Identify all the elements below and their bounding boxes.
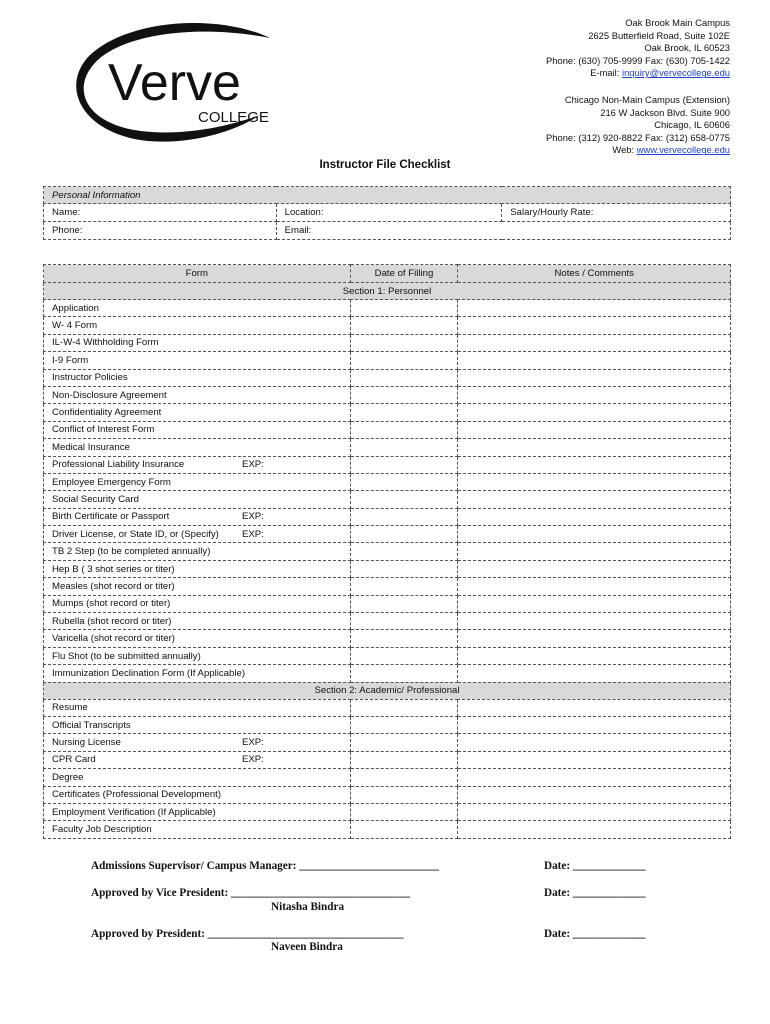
table-row — [44, 751, 731, 768]
table-row — [44, 386, 731, 403]
form-item-cell — [44, 404, 351, 421]
main-campus-line: Oak Brook, IL 60523 — [644, 42, 730, 54]
name-field[interactable]: Name: — [44, 204, 277, 222]
column-header-notes: Notes / Comments — [458, 265, 731, 283]
notes-cell[interactable] — [458, 578, 731, 595]
table-row — [44, 404, 731, 421]
vp-signature-line[interactable]: Approved by Vice President: ________________________________ — [91, 887, 411, 899]
table-row — [44, 630, 731, 647]
expiration-label: EXP: — [242, 754, 264, 766]
form-item-label: Social Security Card — [52, 493, 139, 505]
extension-campus-line: Phone: (312) 920-8822 Fax: (312) 658-0775 — [546, 131, 730, 143]
table-row — [44, 595, 731, 612]
table-row — [44, 578, 731, 595]
form-item-cell — [44, 456, 351, 473]
form-item-label: Faculty Job Description — [52, 824, 152, 836]
table-row — [44, 665, 731, 682]
form-item-cell — [44, 317, 351, 334]
form-item-label: Birth Certificate or Passport — [52, 511, 170, 523]
expiration-label: EXP: — [242, 528, 264, 540]
form-item-cell — [44, 803, 351, 820]
date-of-filling-cell[interactable] — [350, 439, 458, 456]
date-of-filling-cell[interactable] — [350, 595, 458, 612]
table-row — [44, 699, 731, 716]
form-item-cell — [44, 769, 351, 786]
extension-campus-line: Chicago Non-Main Campus (Extension) — [564, 93, 730, 105]
form-item-cell — [44, 665, 351, 682]
date-of-filling-cell[interactable] — [350, 456, 458, 473]
email-link[interactable]: inquiry@vervecollege.edu — [621, 67, 730, 79]
form-item-cell — [44, 560, 351, 577]
notes-cell[interactable] — [458, 699, 731, 716]
section-2-header: Section 2: Academic/ Professional — [44, 682, 731, 699]
notes-cell[interactable] — [458, 647, 731, 664]
date-of-filling-cell[interactable] — [350, 404, 458, 421]
table-row — [44, 821, 731, 838]
expiration-label: EXP: — [242, 511, 264, 523]
form-item-cell — [44, 734, 351, 751]
form-item-label: Employee Emergency Form — [52, 476, 171, 488]
form-item-label: Measles (shot record or titer) — [52, 580, 175, 592]
date-of-filling-cell[interactable] — [350, 543, 458, 560]
email-field[interactable]: Email: — [276, 222, 730, 240]
form-item-label: Instructor Policies — [52, 372, 128, 384]
supervisor-date-line[interactable]: Date: _____________ — [544, 860, 646, 872]
logo-swoosh-icon — [70, 20, 290, 145]
notes-cell[interactable] — [458, 508, 731, 525]
web-link[interactable]: www.vervecollege.edu — [636, 144, 730, 156]
table-row — [44, 352, 731, 369]
notes-cell[interactable] — [458, 803, 731, 820]
date-of-filling-cell[interactable] — [350, 491, 458, 508]
checklist-table — [43, 264, 731, 839]
form-item-label: Medical Insurance — [52, 441, 130, 453]
verve-college-logo — [70, 20, 290, 145]
form-item-label: Resume — [52, 702, 88, 714]
date-of-filling-cell[interactable] — [350, 578, 458, 595]
date-of-filling-cell[interactable] — [350, 665, 458, 682]
form-item-cell — [44, 526, 351, 543]
date-of-filling-cell[interactable] — [350, 734, 458, 751]
date-of-filling-cell[interactable] — [350, 769, 458, 786]
expiration-label: EXP: — [242, 737, 264, 749]
form-item-cell — [44, 543, 351, 560]
date-of-filling-cell[interactable] — [350, 369, 458, 386]
form-item-cell — [44, 647, 351, 664]
form-item-label: Application — [52, 302, 99, 314]
form-item-cell — [44, 352, 351, 369]
date-of-filling-cell[interactable] — [350, 334, 458, 351]
date-of-filling-cell[interactable] — [350, 300, 458, 317]
date-of-filling-cell[interactable] — [350, 821, 458, 838]
form-item-cell — [44, 421, 351, 438]
date-of-filling-cell[interactable] — [350, 317, 458, 334]
form-item-label: Immunization Declination Form (If Applicable) — [52, 667, 246, 679]
main-email-line — [430, 67, 730, 80]
main-campus-line: 2625 Butterfield Road, Suite 102E — [588, 29, 730, 41]
table-row — [44, 317, 731, 334]
form-item-label: Non-Disclosure Agreement — [52, 389, 167, 401]
date-of-filling-cell[interactable] — [350, 716, 458, 733]
table-row — [44, 508, 731, 525]
date-of-filling-cell[interactable] — [350, 386, 458, 403]
notes-cell[interactable] — [458, 439, 731, 456]
notes-cell[interactable] — [458, 317, 731, 334]
notes-cell[interactable] — [458, 404, 731, 421]
form-item-cell — [44, 386, 351, 403]
form-item-label: Rubella (shot record or titer) — [52, 615, 172, 627]
date-of-filling-cell[interactable] — [350, 699, 458, 716]
form-item-label: Hep B ( 3 shot series or titer) — [52, 563, 175, 575]
table-row — [44, 526, 731, 543]
form-item-label: Official Transcripts — [52, 719, 131, 731]
form-item-cell — [44, 334, 351, 351]
form-item-label: Degree — [52, 771, 84, 783]
table-row — [44, 421, 731, 438]
date-of-filling-cell[interactable] — [350, 421, 458, 438]
table-row — [44, 300, 731, 317]
table-row — [44, 334, 731, 351]
date-of-filling-cell[interactable] — [350, 526, 458, 543]
notes-cell[interactable] — [458, 526, 731, 543]
phone-field[interactable]: Phone: — [44, 222, 277, 240]
form-item-label: Conflict of Interest Form — [52, 424, 155, 436]
form-item-cell — [44, 630, 351, 647]
web-label: Web: — [612, 144, 637, 156]
logo-sub-text: COLLEGE — [198, 109, 269, 126]
table-row — [44, 473, 731, 490]
form-item-cell — [44, 595, 351, 612]
table-row — [44, 439, 731, 456]
date-of-filling-cell[interactable] — [350, 508, 458, 525]
notes-cell[interactable] — [458, 473, 731, 490]
notes-cell[interactable] — [458, 300, 731, 317]
form-item-cell — [44, 786, 351, 803]
web-line — [430, 144, 730, 157]
date-of-filling-cell[interactable] — [350, 613, 458, 630]
notes-cell[interactable] — [458, 386, 731, 403]
table-row — [44, 803, 731, 820]
form-item-label: IL-W-4 Withholding Form — [52, 337, 159, 349]
date-of-filling-cell[interactable] — [350, 473, 458, 490]
form-item-label: Professional Liability Insurance — [52, 459, 185, 471]
table-row — [44, 369, 731, 386]
table-row — [44, 456, 731, 473]
notes-cell[interactable] — [458, 334, 731, 351]
logo-main-text: Verve — [108, 54, 241, 112]
form-item-cell — [44, 508, 351, 525]
date-of-filling-cell[interactable] — [350, 786, 458, 803]
date-of-filling-cell[interactable] — [350, 803, 458, 820]
form-item-cell — [44, 439, 351, 456]
form-item-cell — [44, 716, 351, 733]
form-item-cell — [44, 613, 351, 630]
salary-field[interactable]: Salary/Hourly Rate: — [502, 204, 731, 222]
notes-cell[interactable] — [458, 630, 731, 647]
form-item-cell — [44, 473, 351, 490]
form-item-cell — [44, 751, 351, 768]
form-item-cell — [44, 578, 351, 595]
notes-cell[interactable] — [458, 716, 731, 733]
form-item-cell — [44, 699, 351, 716]
personal-info-table — [43, 186, 731, 240]
notes-cell[interactable] — [458, 595, 731, 612]
notes-cell[interactable] — [458, 751, 731, 768]
form-item-label: TB 2 Step (to be completed annually) — [52, 546, 211, 558]
table-row — [44, 734, 731, 751]
extension-campus-line: Chicago, IL 60606 — [654, 119, 730, 131]
notes-cell[interactable] — [458, 352, 731, 369]
notes-cell[interactable] — [458, 769, 731, 786]
president-date-line[interactable]: Date: _____________ — [544, 928, 646, 940]
table-row — [44, 786, 731, 803]
form-item-cell — [44, 491, 351, 508]
vp-name: Nitasha Bindra — [271, 901, 345, 913]
notes-cell[interactable] — [458, 665, 731, 682]
personal-info-header: Personal Information — [44, 187, 731, 204]
form-item-cell — [44, 300, 351, 317]
notes-cell[interactable] — [458, 491, 731, 508]
table-row — [44, 769, 731, 786]
extension-campus-line: 216 W Jackson Blvd. Suite 900 — [600, 106, 730, 118]
table-row — [44, 716, 731, 733]
vp-date-line[interactable]: Date: _____________ — [544, 887, 646, 899]
table-row — [44, 491, 731, 508]
main-campus-line: Oak Brook Main Campus — [625, 17, 730, 28]
notes-cell[interactable] — [458, 821, 731, 838]
form-item-label: CPR Card — [52, 754, 96, 766]
table-row — [44, 647, 731, 664]
column-header-form: Form — [44, 265, 351, 283]
notes-cell[interactable] — [458, 734, 731, 751]
table-row — [44, 560, 731, 577]
notes-cell[interactable] — [458, 613, 731, 630]
date-of-filling-cell[interactable] — [350, 647, 458, 664]
table-row — [44, 613, 731, 630]
form-item-label: Nursing License — [52, 737, 121, 749]
president-name: Naveen Bindra — [271, 941, 343, 953]
form-item-cell — [44, 821, 351, 838]
form-item-label: W- 4 Form — [52, 320, 98, 332]
form-item-label: Varicella (shot record or titer) — [52, 633, 175, 645]
expiration-label: EXP: — [242, 459, 264, 471]
form-item-label: Certificates (Professional Development) — [52, 789, 222, 801]
contact-info — [430, 17, 730, 157]
notes-cell[interactable] — [458, 369, 731, 386]
notes-cell[interactable] — [458, 786, 731, 803]
date-of-filling-cell[interactable] — [350, 352, 458, 369]
location-field[interactable]: Location: — [276, 204, 502, 222]
main-campus-line: Phone: (630) 705-9999 Fax: (630) 705-1422 — [546, 54, 730, 66]
form-item-label: Employment Verification (If Applicable) — [52, 806, 216, 818]
date-of-filling-cell[interactable] — [350, 751, 458, 768]
column-header-date: Date of Filling — [350, 265, 458, 283]
form-item-label: Flu Shot (to be submitted annually) — [52, 650, 201, 662]
notes-cell[interactable] — [458, 543, 731, 560]
form-item-label: I-9 Form — [52, 354, 89, 366]
page-title: Instructor File Checklist — [319, 159, 451, 171]
section-1-header: Section 1: Personnel — [44, 283, 731, 300]
form-item-label: Driver License, or State ID, or (Specify) — [52, 528, 219, 540]
date-of-filling-cell[interactable] — [350, 560, 458, 577]
form-item-label: Confidentiality Agreement — [52, 407, 162, 419]
date-of-filling-cell[interactable] — [350, 630, 458, 647]
form-item-label: Mumps (shot record or titer) — [52, 598, 171, 610]
notes-cell[interactable] — [458, 560, 731, 577]
supervisor-signature-line[interactable]: Admissions Supervisor/ Campus Manager: _________________________ — [91, 860, 440, 872]
president-signature-line[interactable]: Approved by President: ___________________________________ — [91, 928, 404, 940]
notes-cell[interactable] — [458, 421, 731, 438]
email-label: E-mail: — [590, 67, 622, 79]
table-row — [44, 543, 731, 560]
notes-cell[interactable] — [458, 456, 731, 473]
form-item-cell — [44, 369, 351, 386]
